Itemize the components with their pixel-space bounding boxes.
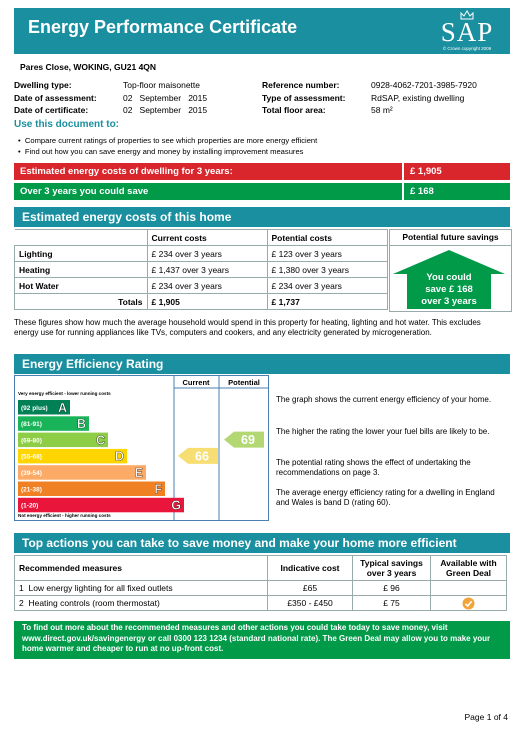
eer-current-header: Current <box>182 378 210 387</box>
table-row <box>15 246 388 262</box>
detail-dwelling-type: Top-floor maisonette <box>123 80 201 90</box>
eer-band-d <box>18 449 127 464</box>
saving-text-line3: over 3 years <box>421 296 477 307</box>
current-cost-cell: £ 234 over 3 years <box>147 278 267 294</box>
eer-band-letter: B <box>76 417 86 432</box>
actions-section-heading: Top actions you can take to save money and make your home more efficient <box>14 533 510 553</box>
certificate-header <box>14 8 510 54</box>
eer-band-letter: E <box>134 465 143 480</box>
detail-certificate-date: 02 September 2015 <box>123 105 208 115</box>
totals-label: Totals <box>15 294 148 310</box>
eer-band-range: (69-80) <box>21 437 42 445</box>
potential-cost-cell: £ 234 over 3 years <box>267 278 387 294</box>
current-cost-cell: £ 234 over 3 years <box>147 246 267 262</box>
sap-logo-text: SAP <box>440 17 494 47</box>
eer-band-f <box>18 482 165 497</box>
eer-bottom-caption: Not energy efficient - higher running costs <box>18 513 111 518</box>
eer-band-letter: A <box>57 400 67 415</box>
savings-arrow-icon <box>392 248 507 310</box>
bullet-dot-icon: • <box>18 136 25 145</box>
eer-top-caption: Very energy efficient - lower running costs <box>18 391 111 396</box>
eer-band-range: (21-38) <box>21 486 42 494</box>
page-number: Page 1 of 4 <box>464 712 508 722</box>
potential-saving-label: Over 3 years you could save <box>20 186 149 197</box>
potential-saving-bar <box>14 183 510 200</box>
green-deal-cell <box>431 596 507 611</box>
eer-band-range: (92 plus) <box>21 404 48 412</box>
bullet-dot-icon: • <box>18 147 25 156</box>
total-potential-cost: £ 1,737 <box>267 294 387 310</box>
table-row <box>15 596 507 611</box>
page-title: Energy Performance Certificate <box>28 17 298 37</box>
sap-logo <box>436 10 498 50</box>
col-future-savings: Potential future savings <box>389 229 512 246</box>
col-indicative-cost: Indicative cost <box>268 556 353 581</box>
indicative-cost-cell: £65 <box>268 581 353 596</box>
eer-band-range: (55-68) <box>21 453 42 461</box>
eer-section-heading: Energy Efficiency Rating <box>14 354 510 374</box>
saving-text-line1: You could <box>426 272 472 283</box>
eer-band-letter: D <box>114 449 124 464</box>
property-address: Pares Close, WOKING, GU21 4QN <box>20 62 157 72</box>
eer-band-range: (39-54) <box>21 469 42 477</box>
use-bullet-2: • Find out how you can save energy and money by installing improvement measures <box>18 147 304 156</box>
energy-costs-table <box>14 229 388 310</box>
eer-current-rating-value: 66 <box>195 449 209 464</box>
col-green-deal: Available with Green Deal <box>431 556 507 581</box>
detail-assessment-date: 02 September 2015 <box>123 93 208 103</box>
current-cost-cell: £ 1,437 over 3 years <box>147 262 267 278</box>
eer-band-range: (1-20) <box>21 502 39 510</box>
eer-explanation-3: The potential rating shows the effect of undertaking the recommendations on page 3. <box>276 458 471 477</box>
potential-saving-value: £ 168 <box>402 183 434 200</box>
row-label: Lighting <box>15 246 148 262</box>
eer-band-letter: C <box>95 433 105 448</box>
measure-cell: 1 Low energy lighting for all fixed outlets <box>15 581 268 596</box>
eer-band-bar <box>18 498 184 513</box>
detail-floor-area-label: Total floor area: <box>262 105 326 115</box>
costs-note: These figures show how much the average household would spend in this property for heating, lighting and hot water. This excludes energy use for running appliances like TVs, computers and cookers, and any electricity generated by microgeneration. <box>14 318 481 337</box>
eer-band-e <box>18 465 146 480</box>
typical-savings-cell: £ 96 <box>353 581 431 596</box>
eer-explanation-4: The average energy efficiency rating for a dwelling in England and Wales is band D (rating 60). <box>276 488 495 507</box>
eer-band-a <box>18 400 70 415</box>
total-current-cost: £ 1,905 <box>147 294 267 310</box>
indicative-cost-cell: £350 - £450 <box>268 596 353 611</box>
saving-text-line2: save £ 168 <box>425 284 473 295</box>
table-row <box>15 262 388 278</box>
detail-reference-label: Reference number: <box>262 80 340 90</box>
detail-floor-area: 58 m² <box>371 105 393 115</box>
crown-icon <box>460 10 474 20</box>
logo-copyright: © Crown copyright 2009 <box>442 46 492 51</box>
eer-band-b <box>18 416 89 431</box>
typical-savings-cell: £ 75 <box>353 596 431 611</box>
use-document-heading: Use this document to: <box>14 119 120 130</box>
detail-dwelling-type-label: Dwelling type: <box>14 80 72 90</box>
eer-chart <box>14 375 269 521</box>
estimated-cost-bar <box>14 163 510 180</box>
col-current-costs: Current costs <box>147 230 267 246</box>
detail-certificate-date-label: Date of certificate: <box>14 105 89 115</box>
measure-cell: 2 Heating controls (room thermostat) <box>15 596 268 611</box>
detail-reference: 0928-4062-7201-3985-7920 <box>371 80 477 90</box>
row-label: Hot Water <box>15 278 148 294</box>
eer-band-c <box>18 433 108 448</box>
eer-band-g <box>18 498 184 513</box>
row-label: Heating <box>15 262 148 278</box>
table-row <box>15 278 388 294</box>
detail-assessment-type: RdSAP, existing dwelling <box>371 93 465 103</box>
eer-band-letter: F <box>154 482 162 497</box>
eer-band-letter: G <box>171 498 181 513</box>
eer-explanation-1: The graph shows the current energy efficiency of your home. <box>276 395 492 404</box>
col-potential-costs: Potential costs <box>267 230 387 246</box>
use-bullet-1: • Compare current ratings of properties to see which properties are more energy efficient <box>18 136 318 145</box>
col-recommended-measures: Recommended measures <box>15 556 268 581</box>
eer-potential-header: Potential <box>228 378 260 387</box>
col-typical-savings: Typical savings over 3 years <box>353 556 431 581</box>
potential-cost-cell: £ 1,380 over 3 years <box>267 262 387 278</box>
green-deal-info-box: To find out more about the recommended measures and other actions you could take today to save money, visit www.direct.gov.uk/savingenergy or call 0300 123 1234 (standard national rate). The Green Deal may allow you to make your home warmer and cheaper to run at no up-front cost. <box>14 621 510 659</box>
estimated-cost-value: £ 1,905 <box>402 163 442 180</box>
green-deal-cell <box>431 581 507 596</box>
detail-assessment-type-label: Type of assessment: <box>262 93 346 103</box>
eer-explanation-2: The higher the rating the lower your fuel bills are likely to be. <box>276 427 490 436</box>
eer-potential-rating-value: 69 <box>241 433 255 448</box>
costs-section-heading: Estimated energy costs of this home <box>14 207 510 227</box>
potential-cost-cell: £ 123 over 3 years <box>267 246 387 262</box>
totals-row <box>15 294 388 310</box>
estimated-cost-label: Estimated energy costs of dwelling for 3 years: <box>20 166 233 177</box>
table-row <box>15 581 507 596</box>
actions-table <box>14 555 507 611</box>
green-deal-check-icon <box>462 597 475 610</box>
detail-assessment-date-label: Date of assessment: <box>14 93 97 103</box>
table-header-row <box>15 556 507 581</box>
table-header-row <box>15 230 388 246</box>
eer-band-range: (81-91) <box>21 421 42 429</box>
